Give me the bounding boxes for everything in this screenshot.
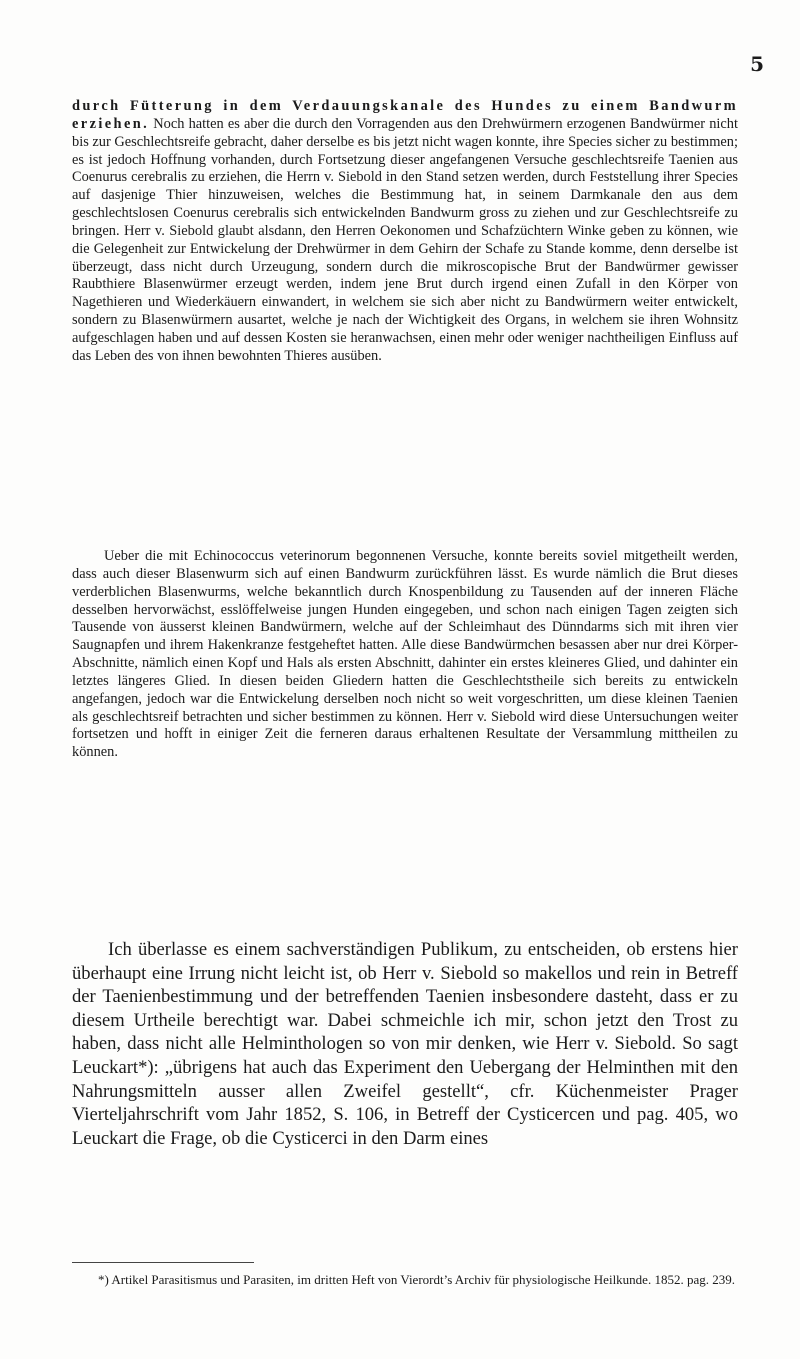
page-number: 5 bbox=[750, 52, 764, 76]
paragraph-fuetterung bbox=[72, 98, 738, 366]
paragraph-text: Noch hatten es aber die durch den Vorragenden aus den Drehwürmern erzogenen Bandwürmer nicht bis zur Geschlechtsreife gebracht, daher derselbe es bis jetzt nicht wagen konnte, ihre Species sicher zu bestimmen; es ist jedoch Hoffnung vorhanden, durch Fortsetzung dieser angefangenen Versuche geschlechtsreife Taenien aus Coenurus cerebralis zu erziehen, die Herrn v. Siebold in den Stand setzen werden, durch Feststellung ihrer Species auf dasjenige Thier hinzuweisen, welches die Bestimmung hat, in seinem Darmkanale den aus dem geschlechtslosen Coenurus cerebralis sich entwickelnden Bandwurm gross zu ziehen und zur Geschlechtsreife zu bringen. Herr v. Siebold glaubt alsdann, den Herren Oekonomen und Schafzüchtern Winke geben zu können, wie die Gelegenheit zur Entwickelung der Drehwürmer in dem Gehirn der Schafe zu Stande komme, denn derselbe ist überzeugt, dass nicht durch Urzeugung, sondern durch die mikroscopische Brut der Bandwürmer gewisser Raubthiere Blasenwürmer erzeugt werden, indem jene Brut durch irgend einen Zufall in den Körper von Nagethieren und Wiederkäuern einwandert, in welchem sie sich aber nicht zu Bandwürmern weiter entwickelt, sondern zu Blasenwürmern ausartet, welche je nach der Wichtigkeit des Organs, in welchem sie ihren Wohnsitz aufgeschlagen haben und auf dessen Kosten sie heranwachsen, einen mehr oder weniger nachtheiligen Einfluss auf das Leben des von ihnen bewohnten Thieres ausüben. bbox=[72, 115, 738, 364]
spaced-bold-lead: durch Fütterung in dem Verdauungskanale des Hundes zu einem Bandwurm erziehen. bbox=[72, 98, 738, 132]
footnote: *) Artikel Parasitismus und Parasiten, im dritten Heft von Vierordt’s Archiv für physiologische Heilkunde. 1852. pag. 239. bbox=[98, 1272, 735, 1287]
footnote-rule bbox=[72, 1262, 254, 1263]
paragraph-author-response: Ich überlasse es einem sachverständigen Publikum, zu entscheiden, ob erstens hier überhaupt eine Irrung nicht leicht ist, ob Herr v. Siebold so makellos und rein in Betreff der Taenienbestimmung und der betreffenden Taenien insbesondere dasteht, dass er zu diesem Urtheile berechtigt war. Dabei schmeichle ich mir, schon jetzt den Trost zu haben, dass nicht alle Helminthologen so von mir denken, wie Herr v. Siebold. So sagt Leuckart*): „übrigens hat auch das Experiment den Uebergang der Helminthen mit den Nahrungsmitteln ausser allen Zweifel gestellt“, cfr. Küchenmeister Prager Vierteljahrschrift vom Jahr 1852, S. 106, in Betreff der Cysticercen und pag. 405, wo Leuckart die Frage, ob die Cysticerci in den Darm eines bbox=[72, 939, 738, 1149]
paragraph-echinococcus: Ueber die mit Echinococcus veterinorum begonnenen Versuche, konnte bereits soviel mitgetheilt werden, dass auch dieser Blasenwurm sich auf einen Bandwurm zurückführen lässt. Es wurde nämlich die Brut dieses verderblichen Blasenwurms, welche bekanntlich durch Knospenbildung zu Tausenden auf der inneren Fläche desselben hervorwächst, esslöffelweise jungen Hunden eingegeben, und schon nach einigen Tagen zeigten sich Tausende von äusserst kleinen Bandwürmern, welche auf der Schleimhaut des Dünndarms sich mit ihren vier Saugnapfen und ihrem Hakenkranze festgeheftet hatten. Alle diese Bandwürmchen besassen aber nur drei Körper-Abschnitte, nämlich einen Kopf und Hals als ersten Abschnitt, dahinter ein erstes kleineres Glied, und dahinter ein letztes längeres Glied. In diesen beiden Gliedern hatten die Geschlechtstheile sich bereits zu entwickeln angefangen, jedoch war die Entwickelung derselben noch nicht so weit vorgeschritten, um diese kleinen Taenien als geschlechtsreif betrachten und sicher bestimmen zu können. Herr v. Siebold wird diese Untersuchungen weiter fortsetzen und hofft in einiger Zeit die ferneren daraus erhaltenen Resultate der Versammlung mittheilen zu können. bbox=[72, 548, 738, 761]
